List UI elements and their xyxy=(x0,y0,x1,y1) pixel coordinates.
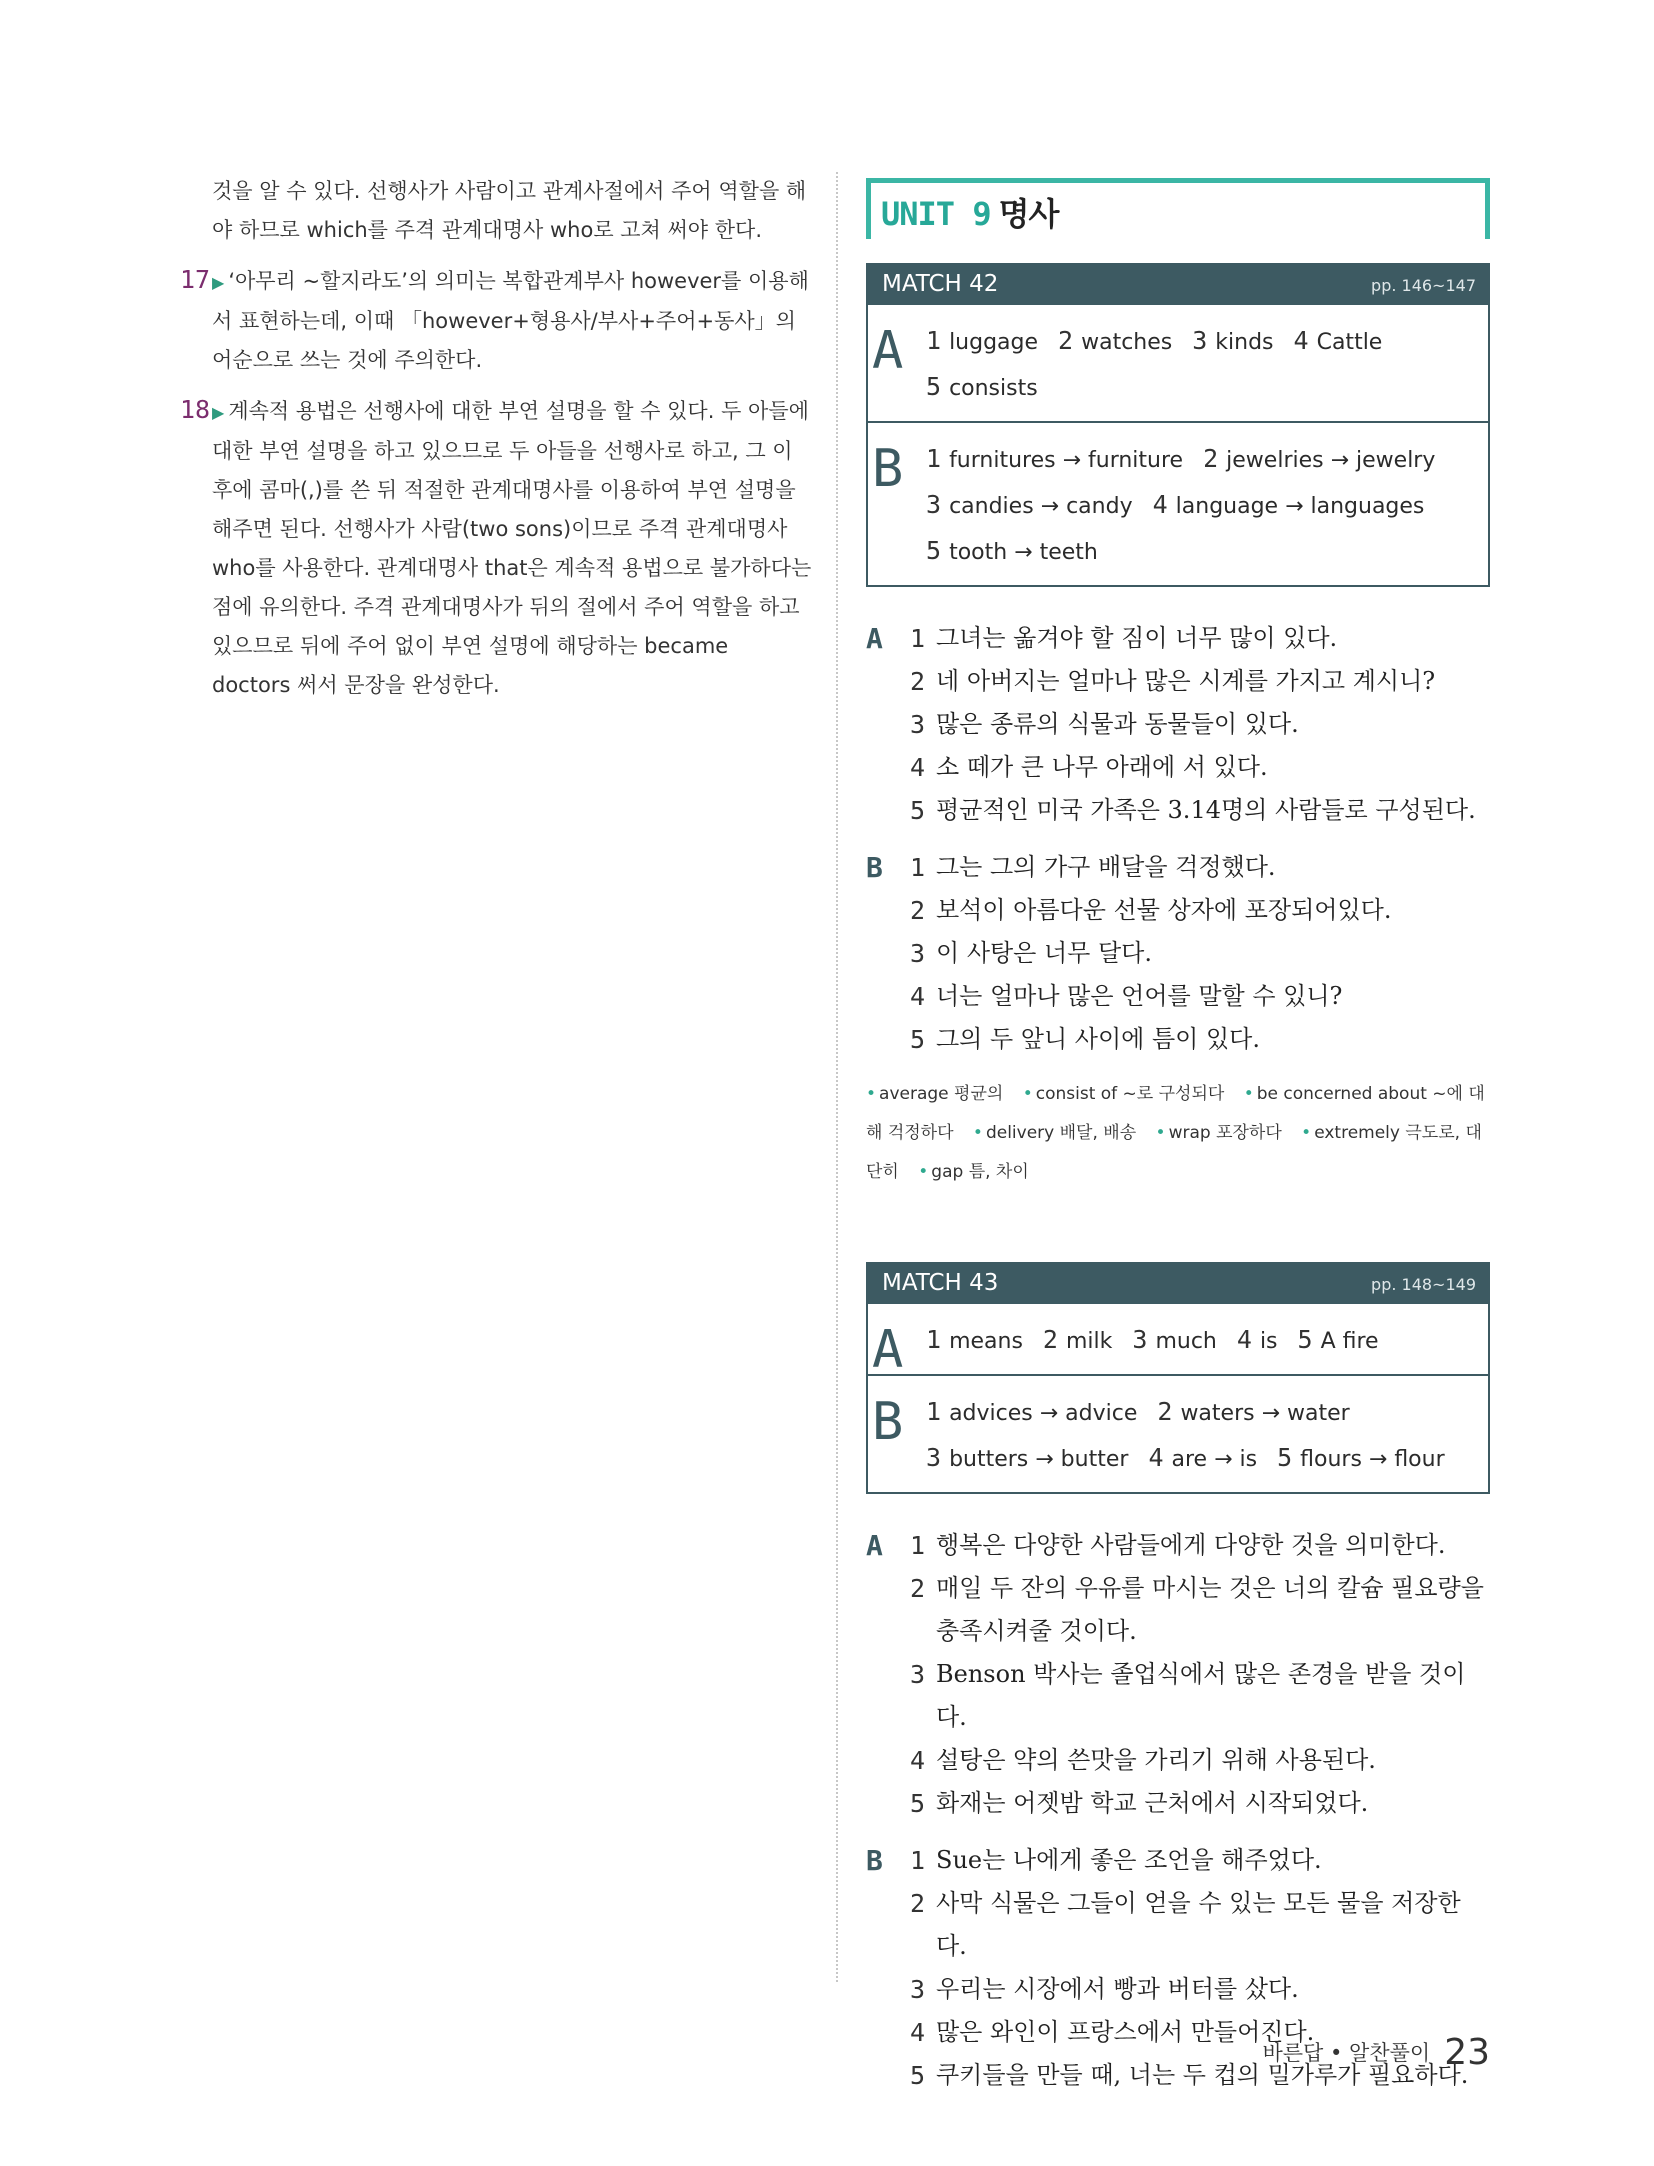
bullet-icon: • xyxy=(1301,1123,1312,1143)
matches-container xyxy=(866,263,1490,2097)
translation-number: 5 xyxy=(910,1025,926,1054)
item-text: ‘아무리 ~할지라도’의 의미는 복합관계부사 however를 이용해서 표현하는데, 이때 「however+형용사/부사+주어+동사」의 어순으로 쓰는 것에 주의한다. xyxy=(212,269,809,372)
translation-row xyxy=(910,975,1490,1018)
translation-row xyxy=(910,660,1490,703)
translation-number: 2 xyxy=(910,896,926,925)
translation-row xyxy=(910,1882,1490,1968)
translation-number: 1 xyxy=(910,853,926,882)
bullet-icon: • xyxy=(1243,1084,1254,1104)
answer-text: flours → flour xyxy=(1300,1447,1445,1472)
translation-row xyxy=(910,703,1490,746)
answer-text: A fire xyxy=(1320,1329,1379,1354)
translation-number: 4 xyxy=(910,1746,926,1775)
translation-text: Benson 박사는 졸업식에서 많은 존경을 받을 것이다. xyxy=(936,1660,1466,1731)
vocab-item: • gap 틈, 차이 xyxy=(918,1162,1029,1182)
translation-text: 너는 얼마나 많은 언어를 말할 수 있니? xyxy=(936,982,1343,1010)
bullet-icon: • xyxy=(972,1123,983,1143)
translation-number: 1 xyxy=(910,1846,926,1875)
vocab-item: • average 평균의 xyxy=(866,1084,1004,1104)
translation-row xyxy=(910,617,1490,660)
answer-text: luggage xyxy=(949,330,1039,355)
vocab-item: • delivery 배달, 배송 xyxy=(972,1123,1137,1143)
translation-letter: A xyxy=(866,1529,883,1562)
item-text: 계속적 용법은 선행사에 대한 부연 설명을 할 수 있다. 두 아들에 대한 부연 설명을 하고 있으므로 두 아들을 선행사로 하고, 그 이후에 콤마(,)를 쓴 뒤 적절한 관계대명사를 이용하여 부연 설명을 해주면 된다. 선행사가 사람(two sons)이므로 주격 관계대명사 who를 사용한다. 관계대명사 that은 계속적 용법으로 불가하다는 점에 유의한다. 주격 관계대명사가 뒤의 절에서 주어 역할을 하고 있으므로 뒤에 주어 없이 부연 설명에 해당하는 became doctors 써서 문장을 완성한다. xyxy=(212,399,812,697)
answer-number: 4 xyxy=(1148,1443,1164,1472)
translation-row xyxy=(910,1653,1490,1739)
translation-number: 3 xyxy=(910,939,926,968)
answer-text: consists xyxy=(949,376,1038,401)
translation-text: 그의 두 앞니 사이에 틈이 있다. xyxy=(936,1025,1260,1053)
answer-number: 5 xyxy=(926,372,942,401)
answer-number: 5 xyxy=(1277,1443,1293,1472)
translation-letter: B xyxy=(866,851,883,884)
answer-number: 4 xyxy=(1236,1325,1252,1354)
item-number: 17 xyxy=(180,265,211,294)
answer xyxy=(1153,483,1425,529)
bullet-icon: • xyxy=(918,1162,929,1182)
answer-number: 5 xyxy=(926,536,942,565)
vocab-item: • consist of ~로 구성되다 xyxy=(1022,1084,1225,1104)
translation-row xyxy=(910,1839,1490,1882)
translation-text: 그는 그의 가구 배달을 걱정했다. xyxy=(936,853,1276,881)
answer xyxy=(1148,1436,1257,1482)
translation-row xyxy=(910,1018,1490,1061)
bullet-icon: • xyxy=(1155,1123,1166,1143)
answer-number: 3 xyxy=(1192,326,1208,355)
translation-number: 3 xyxy=(910,1660,926,1689)
answer-text: is xyxy=(1259,1329,1278,1354)
answer xyxy=(926,483,1133,529)
answer xyxy=(926,529,1098,575)
answer-text: butters → butter xyxy=(949,1447,1129,1472)
translation-number: 4 xyxy=(910,753,926,782)
match-title: MATCH 43 xyxy=(882,1270,999,1296)
answer xyxy=(1203,437,1435,483)
answer-text: watches xyxy=(1081,330,1173,355)
explanation-item xyxy=(180,262,812,380)
translation-text: 평균적인 미국 가족은 3.14명의 사람들로 구성된다. xyxy=(936,796,1476,824)
vocab-list xyxy=(866,1075,1490,1192)
answer-number: 5 xyxy=(1297,1325,1313,1354)
match-pages: pp. 146~147 xyxy=(1371,276,1476,295)
left-column xyxy=(180,172,812,717)
answer-section xyxy=(868,421,1488,585)
answer-text: milk xyxy=(1065,1329,1113,1354)
answer xyxy=(1132,1318,1216,1364)
translation-text: 매일 두 잔의 우유를 마시는 것은 너의 칼슘 필요량을 충족시켜줄 것이다. xyxy=(936,1574,1484,1645)
answer-section xyxy=(868,305,1488,421)
translation-text: 많은 와인이 프랑스에서 만들어진다. xyxy=(936,2018,1315,2046)
translation-block xyxy=(866,617,1490,832)
answer xyxy=(926,1390,1137,1436)
footer-label: 바른답 • 알찬풀이 xyxy=(1262,2041,1431,2065)
translation-text: 우리는 시장에서 빵과 버터를 샀다. xyxy=(936,1975,1299,2003)
answer-text: waters → water xyxy=(1180,1401,1350,1426)
translation-row xyxy=(910,1968,1490,2011)
answer xyxy=(1237,1318,1278,1364)
answer-text: are → is xyxy=(1171,1447,1258,1472)
translation-row xyxy=(910,789,1490,832)
vocab-item: • wrap 포장하다 xyxy=(1155,1123,1282,1143)
answer-number: 1 xyxy=(926,326,942,355)
answer-number: 3 xyxy=(1132,1325,1148,1354)
page-number: 23 xyxy=(1444,2032,1490,2073)
answer-text: much xyxy=(1155,1329,1217,1354)
unit-label: UNIT 9 명사 xyxy=(881,195,1059,233)
translation-row xyxy=(910,1524,1490,1567)
translation-number: 2 xyxy=(910,1574,926,1603)
translation-row xyxy=(910,846,1490,889)
translation-number: 5 xyxy=(910,796,926,825)
section-letter: B xyxy=(872,439,904,499)
translation-letter: B xyxy=(866,1844,883,1877)
answer-text: tooth → teeth xyxy=(949,540,1098,565)
translation-text: 그녀는 옮겨야 할 짐이 너무 많이 있다. xyxy=(936,624,1338,652)
answer-number: 2 xyxy=(1157,1397,1173,1426)
translation-number: 4 xyxy=(910,982,926,1011)
translation-row xyxy=(910,889,1490,932)
translation-number: 1 xyxy=(910,1531,926,1560)
answer xyxy=(926,365,1038,411)
translation-text: 이 사탕은 너무 달다. xyxy=(936,939,1152,967)
answer xyxy=(1192,319,1273,365)
explanation-item xyxy=(180,392,812,705)
column-divider xyxy=(836,172,838,1982)
answer-text: candies → candy xyxy=(949,494,1133,519)
translation-text: 행복은 다양한 사람들에게 다양한 것을 의미한다. xyxy=(936,1531,1446,1559)
translation-text: 보석이 아름다운 선물 상자에 포장되어있다. xyxy=(936,896,1392,924)
intro-paragraph: 것을 알 수 있다. 선행사가 사람이고 관계사절에서 주어 역할을 해야 하므로 which를 주격 관계대명사 who로 고쳐 써야 한다. xyxy=(212,179,807,242)
translation-text: 설탕은 약의 쓴맛을 가리기 위해 사용된다. xyxy=(936,1746,1376,1774)
answer-number: 3 xyxy=(926,490,942,519)
unit-title: 명사 xyxy=(998,195,1059,233)
match-box xyxy=(866,1262,1490,1494)
section-letter: B xyxy=(872,1392,904,1452)
translation-text: Sue는 나에게 좋은 조언을 해주었다. xyxy=(936,1846,1322,1874)
triangle-icon: ▶ xyxy=(212,273,225,292)
match-title: MATCH 42 xyxy=(882,271,999,297)
section-letter: A xyxy=(872,1320,904,1380)
answer-number: 4 xyxy=(1152,490,1168,519)
answer-number: 2 xyxy=(1042,1325,1058,1354)
answer-number: 1 xyxy=(926,1397,942,1426)
answer-text: means xyxy=(949,1329,1023,1354)
answer xyxy=(1157,1390,1349,1436)
translation-text: 소 떼가 큰 나무 아래에 서 있다. xyxy=(936,753,1268,781)
translation-number: 2 xyxy=(910,667,926,696)
answer-number: 1 xyxy=(926,1325,942,1354)
match-title-bar xyxy=(868,1264,1488,1304)
translation-row xyxy=(910,1739,1490,1782)
answer-section xyxy=(868,1374,1488,1492)
answer xyxy=(926,437,1183,483)
match-pages: pp. 148~149 xyxy=(1371,1275,1476,1294)
answer xyxy=(1043,1318,1112,1364)
match-box xyxy=(866,263,1490,587)
answer-text: Cattle xyxy=(1316,330,1383,355)
answer xyxy=(926,1318,1023,1364)
page-footer xyxy=(1262,2032,1490,2073)
answer-number: 1 xyxy=(926,444,942,473)
triangle-icon: ▶ xyxy=(212,403,225,422)
translation-block xyxy=(866,846,1490,1061)
answer-text: advices → advice xyxy=(949,1401,1138,1426)
translation-text: 쿠키들을 만들 때, 너는 두 컵의 밀가루가 필요하다. xyxy=(936,2061,1469,2089)
translation-block xyxy=(866,1524,1490,1825)
translation-number: 3 xyxy=(910,1975,926,2004)
vocab-item: • be concerned about ~에 대해 걱정하다 xyxy=(866,1084,1485,1143)
item-number: 18 xyxy=(180,395,211,424)
answer xyxy=(1277,1436,1445,1482)
answer-number: 2 xyxy=(1203,444,1219,473)
answer-number: 4 xyxy=(1293,326,1309,355)
translation-row xyxy=(910,1567,1490,1653)
answer xyxy=(926,1436,1128,1482)
answer-text: jewelries → jewelry xyxy=(1226,448,1436,473)
answer-text: kinds xyxy=(1215,330,1274,355)
answer-text: furnitures → furniture xyxy=(949,448,1184,473)
answer-section xyxy=(868,1304,1488,1380)
answer-number: 3 xyxy=(926,1443,942,1472)
answer-text: language → languages xyxy=(1175,494,1425,519)
translation-row xyxy=(910,932,1490,975)
section-letter: A xyxy=(872,321,904,381)
answer xyxy=(1298,1318,1379,1364)
translation-number: 2 xyxy=(910,1889,926,1918)
answer-number: 2 xyxy=(1058,326,1074,355)
translation-number: 4 xyxy=(910,2018,926,2047)
translation-text: 사막 식물은 그들이 얻을 수 있는 모든 물을 저장한다. xyxy=(936,1889,1461,1960)
translation-row xyxy=(910,746,1490,789)
translation-number: 5 xyxy=(910,2061,926,2090)
translation-row xyxy=(910,1782,1490,1825)
translation-number: 5 xyxy=(910,1789,926,1818)
bullet-icon: • xyxy=(866,1084,877,1104)
translation-text: 화재는 어젯밤 학교 근처에서 시작되었다. xyxy=(936,1789,1369,1817)
answer xyxy=(1294,319,1383,365)
translation-letter: A xyxy=(866,622,883,655)
translation-number: 1 xyxy=(910,624,926,653)
bullet-icon: • xyxy=(1022,1084,1033,1104)
unit-header xyxy=(866,178,1490,239)
translation-number: 3 xyxy=(910,710,926,739)
match-title-bar xyxy=(868,265,1488,305)
answer xyxy=(1058,319,1172,365)
translation-text: 네 아버지는 얼마나 많은 시계를 가지고 계시니? xyxy=(936,667,1436,695)
translation-text: 많은 종류의 식물과 동물들이 있다. xyxy=(936,710,1299,738)
right-column xyxy=(866,178,1490,2111)
vocab-item: • extremely 극도로, 대단히 xyxy=(866,1123,1482,1182)
answer xyxy=(926,319,1038,365)
